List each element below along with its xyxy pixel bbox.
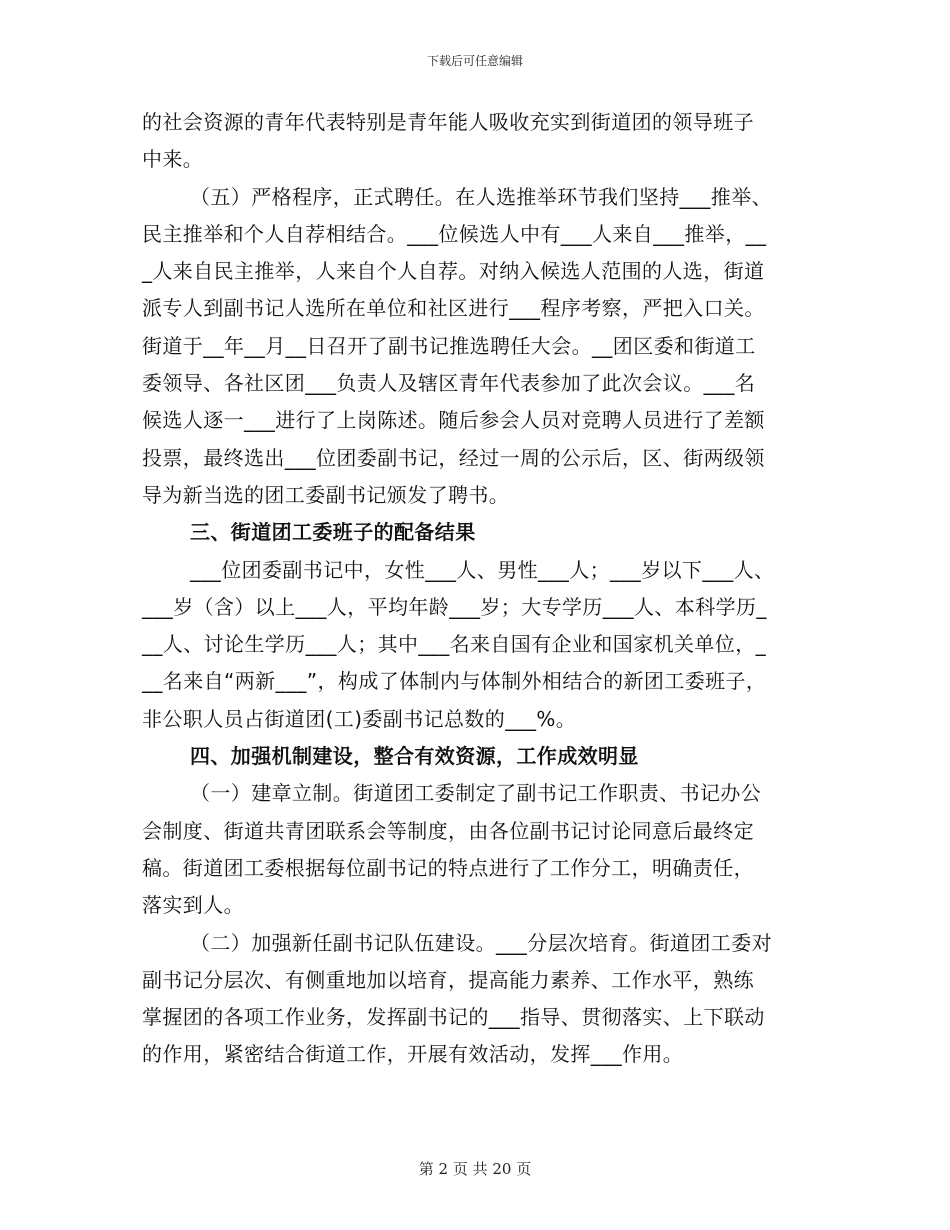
text-line: （一）建章立制。街道团工委制定了副书记工作职责、书记办公 xyxy=(190,781,762,806)
text-line: ___位团委副书记中，女性___人、男性___人；___岁以下___人、 xyxy=(190,557,775,582)
text-line: （二）加强新任副书记队伍建设。___分层次培育。街道团工委对 xyxy=(190,930,772,955)
page-header: 下载后可任意编辑 xyxy=(426,54,523,68)
text-line: 街道于__年__月__日召开了副书记推选聘任大会。__团区委和街道工 xyxy=(142,333,756,358)
text-line: 候选人逐一___进行了上岗陈述。随后参会人员对竞聘人员进行了差额 xyxy=(142,408,765,433)
section-heading: 四、加强机制建设，整合有效资源，工作成效明显 xyxy=(190,744,639,769)
text-line: 民主推举和个人自荐相结合。___位候选人中有___人来自___推举，__ xyxy=(142,221,767,246)
text-line: 稿。街道团工委根据每位副书记的特点进行了工作分工，明确责任， xyxy=(142,855,754,880)
text-line: __名来自“两新___”，构成了体制内与体制外相结合的新团工委班子， xyxy=(142,669,767,694)
text-line: 投票，最终选出___位团委副书记，经过一周的公示后，区、街两级领 xyxy=(142,445,765,470)
page-footer: 第 2 页 共 20 页 xyxy=(418,1160,532,1178)
text-line: 导为新当选的团工委副书记颁发了聘书。 xyxy=(142,482,510,507)
text-line: 落实到人。 xyxy=(142,893,244,918)
text-line: （五）严格程序，正式聘任。在人选推举环节我们坚持___推举、 xyxy=(190,184,772,209)
text-line: _人来自民主推举，人来自个人自荐。对纳入候选人范围的人选，街道 xyxy=(142,259,765,284)
text-line: 副书记分层次、有侧重地加以培育，提高能力素养、工作水平，熟练 xyxy=(142,967,754,992)
text-line: 会制度、街道共青团联系会等制度，由各位副书记讨论同意后最终定 xyxy=(142,818,754,843)
text-line: 的社会资源的青年代表特别是青年能人吸收充实到街道团的领导班子 xyxy=(142,110,754,134)
document-body xyxy=(142,104,820,1074)
text-line: 中来。 xyxy=(142,147,204,172)
text-line: ___岁（含）以上___人，平均年龄___岁；大专学历___人、本科学历_ xyxy=(142,594,767,619)
section-heading: 三、街道团工委班子的配备结果 xyxy=(190,520,476,545)
text-line: 掌握团的各项工作业务，发挥副书记的___指导、贯彻落实、上下联动 xyxy=(142,1005,765,1030)
text-line: __人、讨论生学历___人；其中___名来自国有企业和国家机关单位，_ xyxy=(142,632,766,657)
text-line: 委领导、各社区团___负责人及辖区青年代表参加了此次会议。___名 xyxy=(142,371,756,396)
text-line: 非公职人员占街道团(工)委副书记总数的___%。 xyxy=(142,706,577,731)
text-line: 的作用，紧密结合街道工作，开展有效活动，发挥___作用。 xyxy=(142,1042,684,1067)
text-line: 派专人到副书记人选所在单位和社区进行___程序考察，严把入口关。 xyxy=(142,296,765,321)
